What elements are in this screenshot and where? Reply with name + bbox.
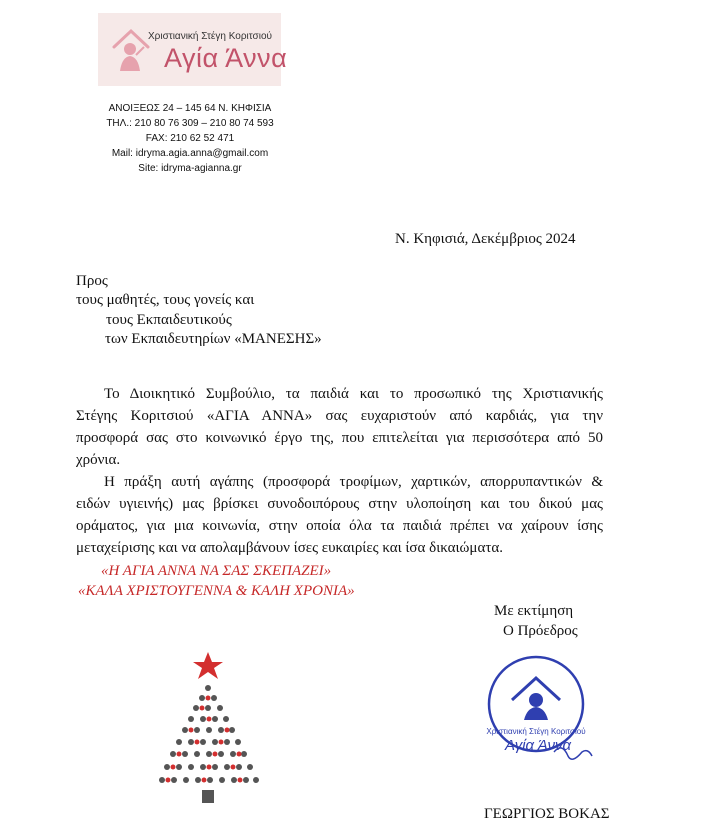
stamp-ring-text: Χριστιανική Στέγη Κοριτσιού	[486, 727, 586, 736]
official-stamp	[484, 652, 594, 772]
paragraph-line: ειδών υγιεινής) μας βρίσκει συνοδοιπόρους στην υλοποίηση και του δικού μας	[76, 496, 603, 512]
paragraph-line: Η πράξη αυτή αγάπης (προσφορά τροφίμων, χαρτικών, απορρυπαντικών &	[104, 474, 603, 490]
paragraph-line: μεταχείρισης και να απολαμβάνουν ίσες ευκαιρίες και ίσα δικαιώματα.	[76, 540, 503, 556]
paragraph-line: χρόνια.	[76, 452, 121, 468]
contact-block	[90, 101, 290, 176]
wish-line-2: «ΚΑΛΑ ΧΡΙΣΤΟΥΓΕΝΝΑ & ΚΑΛΗ ΧΡΟΝΙΑ»	[78, 583, 355, 599]
contact-phone: ΤΗΛ.: 210 80 76 309 – 210 80 74 593	[106, 118, 274, 129]
signatory-name: ΓΕΩΡΓΙΟΣ ΒΟΚΑΣ	[484, 806, 610, 822]
letter-date: Ν. Κηφισιά, Δεκέμβριος 2024	[395, 231, 576, 247]
paragraph-thanks	[76, 383, 603, 471]
recipient-line-2: τους μαθητές, τους γονείς και	[76, 292, 255, 308]
house-girl-icon	[110, 25, 152, 77]
recipient-line-4: των Εκπαιδευτηρίων «ΜΑΝΕΣΗΣ»	[105, 331, 322, 347]
recipient-line-3: τους Εκπαιδευτικούς	[106, 312, 232, 328]
paragraph-line: οράματος, για μια κοινωνία, στην οποία όλα τα παιδιά πρέπει να χαίρουν ίσης	[76, 518, 603, 534]
org-name-small: Χριστιανική Στέγη Κοριτσιού	[148, 31, 272, 42]
paragraph-line: προσφορά σας στο κοινωνικό έργο της, που επιτελείται για περισσότερα από 50	[76, 430, 603, 446]
contact-mail: Mail: idryma.agia.anna@gmail.com	[111, 148, 269, 159]
stamp-center-text: Αγία Άννα	[504, 737, 572, 754]
closing-title: Ο Πρόεδρος	[503, 623, 578, 639]
contact-address: ΑΝΟΙΞΕΩΣ 24 – 145 64 Ν. ΚΗΦΙΣΙΑ	[108, 103, 272, 114]
closing-regards: Με εκτίμηση	[494, 603, 574, 619]
recipient-line-1: Προς	[76, 273, 108, 289]
christmas-tree-icon	[148, 650, 268, 810]
paragraph-line: Στέγης Κοριτσιού «ΑΓΙΑ ΑΝΝΑ» σας ευχαριστούν από καρδιάς, για την	[76, 408, 603, 424]
paragraph-line: Το Διοικητικό Συμβούλιο, τα παιδιά και το προσωπικό της Χριστιανικής	[104, 386, 603, 402]
org-name-big: Αγία Άννα	[164, 43, 288, 73]
wish-line-1: «Η ΑΓΙΑ ΑΝΝΑ ΝΑ ΣΑΣ ΣΚΕΠΑΖΕΙ»	[101, 563, 332, 579]
letterhead-logo	[98, 13, 288, 86]
paragraph-act	[76, 471, 603, 559]
contact-site: Site: idryma-agianna.gr	[138, 163, 242, 174]
contact-fax: FAX: 210 62 52 471	[145, 133, 235, 144]
